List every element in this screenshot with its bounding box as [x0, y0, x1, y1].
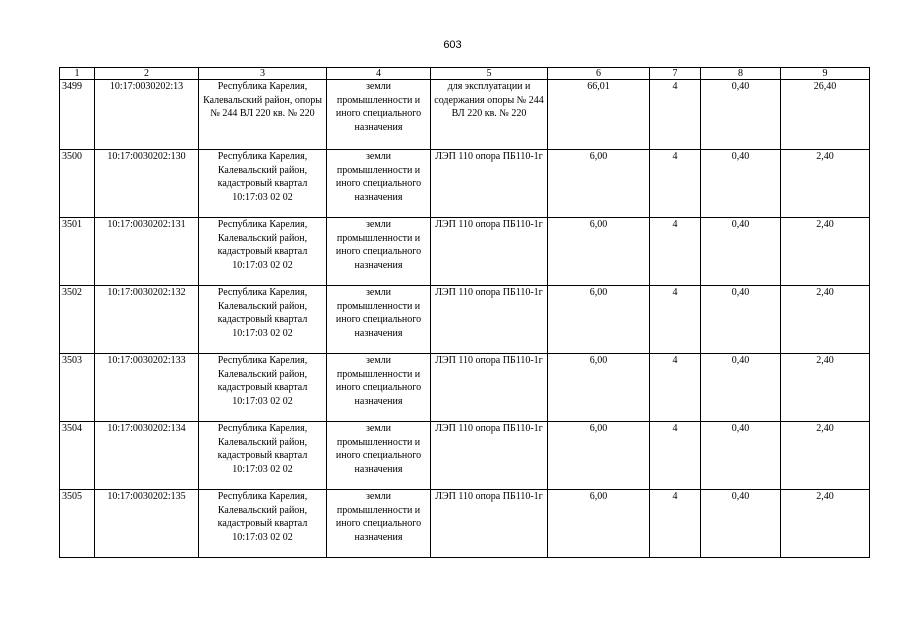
land-category: земли промышленности и иного специального назначения — [327, 218, 431, 286]
land-category: земли промышленности и иного специального назначения — [327, 80, 431, 150]
permitted-use: ЛЭП 110 опора ПБ110-1г — [431, 490, 548, 558]
column-9-value: 26,40 — [781, 80, 870, 150]
column-8-value: 0,40 — [701, 354, 781, 422]
address: Республика Карелия, Калевальский район, кадастровый квартал 10:17:03 02 02 — [199, 150, 327, 218]
row-number: 3501 — [60, 218, 95, 286]
cadastral-number: 10:17:0030202:131 — [95, 218, 199, 286]
land-category: земли промышленности и иного специального назначения — [327, 150, 431, 218]
address: Республика Карелия, Калевальский район, кадастровый квартал 10:17:03 02 02 — [199, 354, 327, 422]
table-row — [60, 422, 870, 490]
page-number: 603 — [443, 39, 462, 51]
row-number: 3502 — [60, 286, 95, 354]
address: Республика Карелия, Калевальский район, кадастровый квартал 10:17:03 02 02 — [199, 218, 327, 286]
table-header — [60, 68, 870, 80]
cadastral-number: 10:17:0030202:134 — [95, 422, 199, 490]
row-number: 3500 — [60, 150, 95, 218]
column-9-value: 2,40 — [781, 490, 870, 558]
column-9-value: 2,40 — [781, 286, 870, 354]
table-row — [60, 218, 870, 286]
permitted-use: ЛЭП 110 опора ПБ110-1г — [431, 286, 548, 354]
table-row — [60, 490, 870, 558]
column-7-value: 4 — [650, 354, 701, 422]
permitted-use: ЛЭП 110 опора ПБ110-1г — [431, 354, 548, 422]
column-7-value: 4 — [650, 150, 701, 218]
row-number: 3503 — [60, 354, 95, 422]
table-row — [60, 150, 870, 218]
column-header-2: 2 — [95, 68, 199, 80]
column-9-value: 2,40 — [781, 422, 870, 490]
column-header-9: 9 — [781, 68, 870, 80]
land-registry-table — [59, 67, 870, 558]
column-8-value: 0,40 — [701, 150, 781, 218]
column-7-value: 4 — [650, 490, 701, 558]
column-7-value: 4 — [650, 218, 701, 286]
column-9-value: 2,40 — [781, 218, 870, 286]
row-number: 3504 — [60, 422, 95, 490]
column-8-value: 0,40 — [701, 422, 781, 490]
column-8-value: 0,40 — [701, 286, 781, 354]
land-category: земли промышленности и иного специального назначения — [327, 286, 431, 354]
table-body — [60, 80, 870, 558]
table-row — [60, 286, 870, 354]
column-7-value: 4 — [650, 286, 701, 354]
column-9-value: 2,40 — [781, 354, 870, 422]
column-header-4: 4 — [327, 68, 431, 80]
column-8-value: 0,40 — [701, 490, 781, 558]
column-6-value: 6,00 — [548, 150, 650, 218]
address: Республика Карелия, Калевальский район, опоры № 244 ВЛ 220 кв. № 220 — [199, 80, 327, 150]
address: Республика Карелия, Калевальский район, кадастровый квартал 10:17:03 02 02 — [199, 490, 327, 558]
column-header-7: 7 — [650, 68, 701, 80]
permitted-use: ЛЭП 110 опора ПБ110-1г — [431, 150, 548, 218]
row-number: 3505 — [60, 490, 95, 558]
cadastral-number: 10:17:0030202:130 — [95, 150, 199, 218]
column-8-value: 0,40 — [701, 80, 781, 150]
cadastral-number: 10:17:0030202:133 — [95, 354, 199, 422]
table-row — [60, 80, 870, 150]
permitted-use: ЛЭП 110 опора ПБ110-1г — [431, 218, 548, 286]
land-category: земли промышленности и иного специального назначения — [327, 490, 431, 558]
address: Республика Карелия, Калевальский район, кадастровый квартал 10:17:03 02 02 — [199, 286, 327, 354]
permitted-use: ЛЭП 110 опора ПБ110-1г — [431, 422, 548, 490]
address: Республика Карелия, Калевальский район, кадастровый квартал 10:17:03 02 02 — [199, 422, 327, 490]
header-row — [60, 68, 870, 80]
cadastral-number: 10:17:0030202:132 — [95, 286, 199, 354]
cadastral-number: 10:17:0030202:13 — [95, 80, 199, 150]
column-6-value: 6,00 — [548, 422, 650, 490]
land-category: земли промышленности и иного специального назначения — [327, 354, 431, 422]
column-6-value: 6,00 — [548, 286, 650, 354]
column-header-6: 6 — [548, 68, 650, 80]
column-8-value: 0,40 — [701, 218, 781, 286]
column-header-8: 8 — [701, 68, 781, 80]
column-header-5: 5 — [431, 68, 548, 80]
permitted-use: для эксплуатации и содержания опоры № 244 ВЛ 220 кв. № 220 — [431, 80, 548, 150]
column-6-value: 6,00 — [548, 218, 650, 286]
column-6-value: 66,01 — [548, 80, 650, 150]
column-6-value: 6,00 — [548, 354, 650, 422]
column-7-value: 4 — [650, 80, 701, 150]
land-category: земли промышленности и иного специального назначения — [327, 422, 431, 490]
column-header-1: 1 — [60, 68, 95, 80]
column-9-value: 2,40 — [781, 150, 870, 218]
table-row — [60, 354, 870, 422]
cadastral-number: 10:17:0030202:135 — [95, 490, 199, 558]
column-7-value: 4 — [650, 422, 701, 490]
row-number: 3499 — [60, 80, 95, 150]
column-header-3: 3 — [199, 68, 327, 80]
column-6-value: 6,00 — [548, 490, 650, 558]
